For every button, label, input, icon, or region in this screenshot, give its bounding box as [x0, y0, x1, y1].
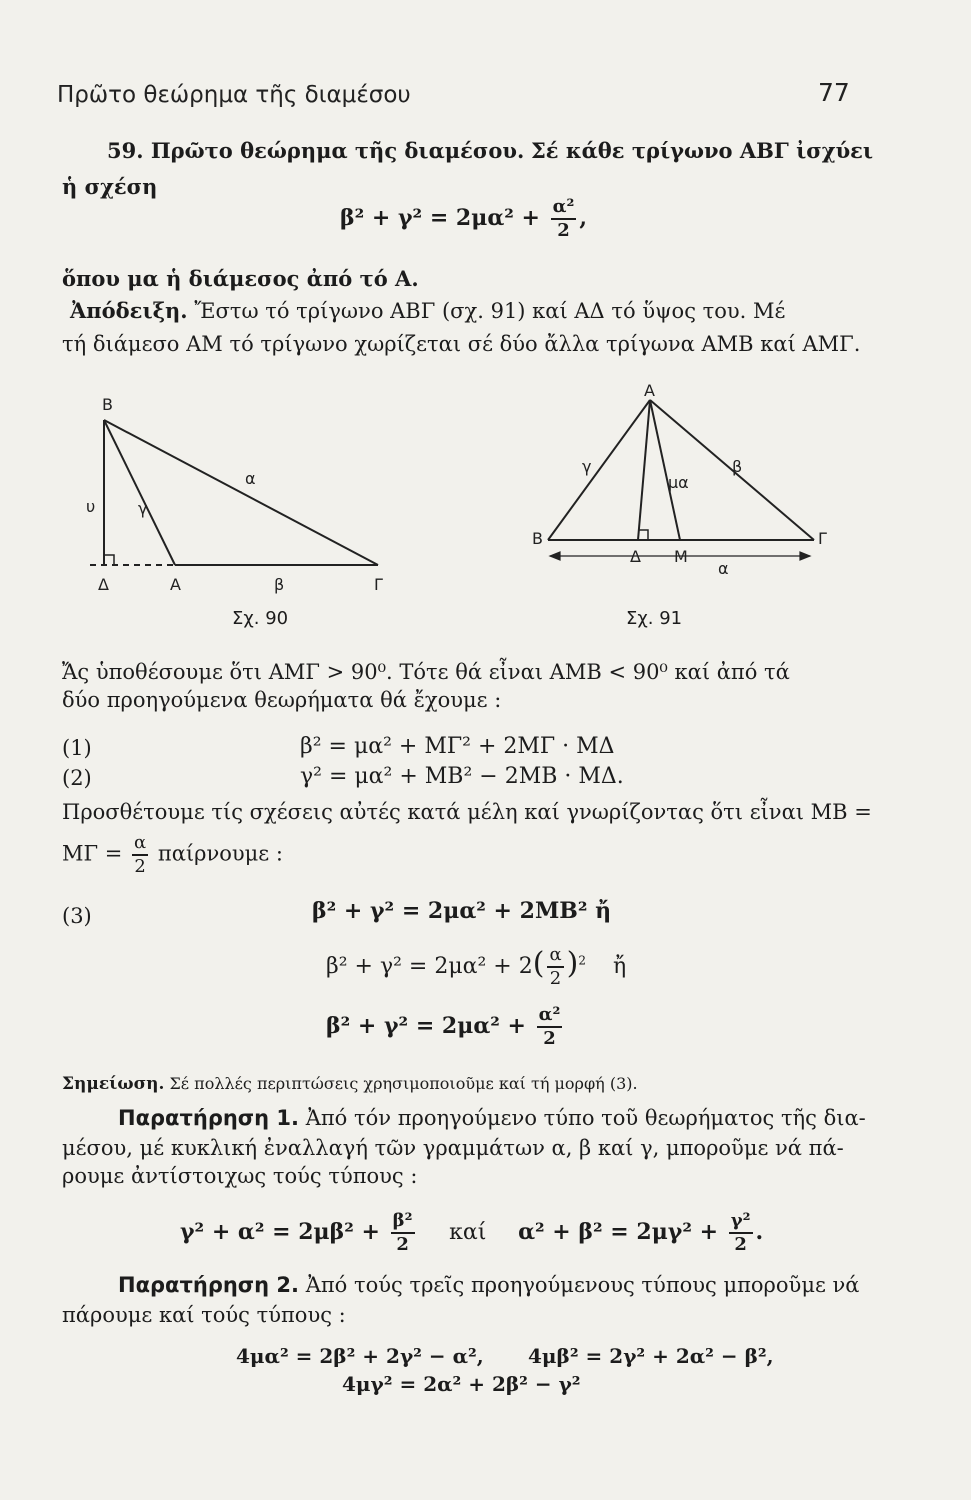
eq2-number: (2) [62, 766, 92, 790]
remark1-line1 [118, 1108, 866, 1129]
derivation-step3 [326, 1006, 565, 1048]
add-line1: Προσθέτουμε τίς σχέσεις αὐτές κατά μέλη καί γνωρίζοντας ὅτι εἶναι ΜΒ = [62, 800, 872, 824]
note-label: Σημείωση. [62, 1074, 165, 1094]
derivation-step1: β² + γ² = 2μα² + 2ΜΒ² ἤ [312, 898, 612, 924]
remark1-text1: Ἀπό τόν προηγούμενο τύπο τοῦ θεωρήματος τῆς δια- [305, 1106, 866, 1130]
fig91-label-gamma: γ [582, 457, 592, 476]
fraction-numerator: β² [391, 1212, 415, 1234]
remark1-line3: ρουμε ἀντίστοιχως τούς τύπους : [62, 1164, 418, 1188]
section-intro-line2: ἡ σχέση [62, 174, 158, 199]
remark1-formula-b: α² + β² = 2μγ² + [518, 1219, 719, 1245]
fig90-label-gamma: γ [138, 499, 148, 518]
fig91-label-m: Μ [674, 547, 688, 566]
fraction-numerator: α² [537, 1006, 563, 1028]
page-number: 77 [818, 78, 850, 107]
fig90-label-delta: Δ [98, 575, 109, 594]
remark2-formula-1: 4μα² = 2β² + 2γ² − α², [236, 1344, 484, 1368]
open-paren: ( [532, 946, 545, 981]
fig90-label-gamma-vertex: Γ [374, 575, 383, 594]
proof-text1: Ἔστω τό τρίγωνο ΑΒΓ (σχ. 91) καί ΑΔ τό ὕψος του. Μέ [194, 299, 786, 323]
main-formula [340, 198, 587, 240]
step2-fraction [547, 946, 563, 988]
fig90-label-beta: β [274, 575, 285, 594]
fig91-label-a: Α [644, 381, 655, 400]
assume-line2: δύο προηγούμενα θεωρήματα θά ἔχουμε : [62, 688, 502, 712]
remark1-and: καί [449, 1220, 487, 1245]
fig91-label-mu: μα [668, 473, 689, 492]
fig91-caption: Σχ. 91 [626, 608, 683, 629]
main-formula-fraction [551, 198, 577, 240]
fig91-side-gamma [548, 400, 650, 540]
derivation-step2-pre: β² + γ² = 2μα² + 2 [326, 954, 533, 979]
fig90-caption: Σχ. 90 [232, 608, 289, 629]
fraction-denominator: 2 [549, 968, 562, 989]
fig91-label-beta: β [732, 457, 743, 476]
remark2-line2: πάρουμε καί τούς τύπους : [62, 1303, 346, 1327]
add-line2-pre: ΜΓ = [62, 841, 123, 866]
eq3-number: (3) [62, 904, 92, 928]
fraction-numerator: α [547, 946, 563, 968]
close-paren: ) [566, 946, 579, 981]
fraction-denominator: 2 [134, 856, 146, 877]
fig90-side-alpha [104, 420, 378, 565]
remark2-formula-3: 4μγ² = 2α² + 2β² − γ² [342, 1372, 581, 1396]
figure-90 [60, 380, 410, 600]
remark1-fraction-a [391, 1212, 415, 1254]
fraction-denominator: 2 [734, 1234, 747, 1255]
fig91-arrowhead-right [800, 552, 810, 560]
proof-line1 [70, 300, 785, 322]
add-line2 [62, 834, 283, 876]
note-text: Σέ πολλές περιπτώσεις χρησιμοποιοῦμε καί τή μορφή (3). [169, 1074, 638, 1093]
fig91-label-alpha: α [718, 559, 729, 578]
fraction-numerator: α² [551, 198, 577, 220]
fraction-denominator: 2 [543, 1028, 556, 1049]
fraction-numerator: α [132, 834, 148, 856]
main-formula-lhs: β² + γ² = 2μα² + [340, 205, 540, 231]
fig91-label-b: Β [532, 529, 543, 548]
remark2-formula-2: 4μβ² = 2γ² + 2α² − β², [528, 1344, 774, 1368]
remark1-fraction-b [729, 1212, 753, 1254]
section-intro [107, 140, 873, 162]
remark2-text1: Ἀπό τούς τρεῖς προηγούμενους τύπους μποροῦμε νά [305, 1273, 860, 1297]
remark1-formula-a: γ² + α² = 2μβ² + [180, 1219, 380, 1245]
section-heading: 59. Πρῶτο θεώρημα τῆς διαμέσου. [107, 138, 525, 163]
fig91-label-gamma-vertex: Γ [818, 529, 827, 548]
remark2-line1 [118, 1275, 859, 1296]
derivation-step2-post: ἤ [612, 954, 627, 979]
eq1: β² = μα² + ΜΓ² + 2ΜΓ · ΜΔ [300, 734, 615, 759]
add-fraction [132, 834, 148, 876]
proof-label: Ἀπόδειξη. [70, 298, 188, 323]
fig90-label-alpha: α [245, 469, 256, 488]
fig90-right-angle [104, 555, 114, 565]
eq2: γ² = μα² + ΜΒ² − 2ΜΒ · ΜΔ. [300, 764, 624, 789]
fraction-denominator: 2 [557, 220, 570, 241]
note [62, 1076, 638, 1093]
fig91-label-delta: Δ [630, 547, 641, 566]
remark2-label: Παρατήρηση 2. [118, 1273, 300, 1297]
where-line: ὅπου μα ἡ διάμεσος ἀπό τό Α. [62, 266, 419, 291]
fig90-label-a: Α [170, 575, 181, 594]
fig90-side-gamma [104, 420, 175, 565]
eq1-number: (1) [62, 736, 92, 760]
add-line2-post: παίρνουμε : [157, 841, 283, 866]
fraction-denominator: 2 [396, 1234, 409, 1255]
remark1-line2: μέσου, μέ κυκλική ἐναλλαγή τῶν γραμμάτων α, β καί γ, μποροῦμε νά πά- [62, 1136, 844, 1160]
remark1-formulas: γ² + α² = 2μβ² + $\frac{\text{β²}}{2}$ καί α² + β² = 2μγ² + $\frac{\text{γ²}}{2}$ . [180, 1210, 764, 1255]
remark1-label: Παρατήρηση 1. [118, 1106, 300, 1130]
running-title: Πρῶτο θεώρημα τῆς διαμέσου [57, 82, 411, 108]
fig90-label-upsilon: υ [86, 497, 96, 516]
fig91-height [638, 400, 650, 540]
figure-91 [520, 380, 840, 580]
section-intro-text: Σέ κάθε τρίγωνο ΑΒΓ ἰσχύει [530, 138, 874, 163]
main-formula-end: , [579, 205, 588, 231]
fraction-numerator: γ² [729, 1212, 753, 1234]
assume-line1: Ἄς ὑποθέσουμε ὅτι ΑΜΓ > 90⁰. Τότε θά εἶναι ΑΜΒ < 90⁰ καί ἀπό τά [62, 660, 790, 684]
step3-fraction [537, 1006, 563, 1048]
fig90-label-b: Β [102, 395, 113, 414]
proof-line2: τή διάμεσο ΑΜ τό τρίγωνο χωρίζεται σέ δύο ἄλλα τρίγωνα ΑΜΒ καί ΑΜΓ. [62, 332, 861, 356]
derivation-step2: β² + γ² = 2μα² + 2( $\frac{\alpha}{2}$ )$^2$ ἤ [326, 944, 627, 989]
fig91-arrowhead-left [550, 552, 560, 560]
derivation-step3-pre: β² + γ² = 2μα² + [326, 1013, 526, 1039]
